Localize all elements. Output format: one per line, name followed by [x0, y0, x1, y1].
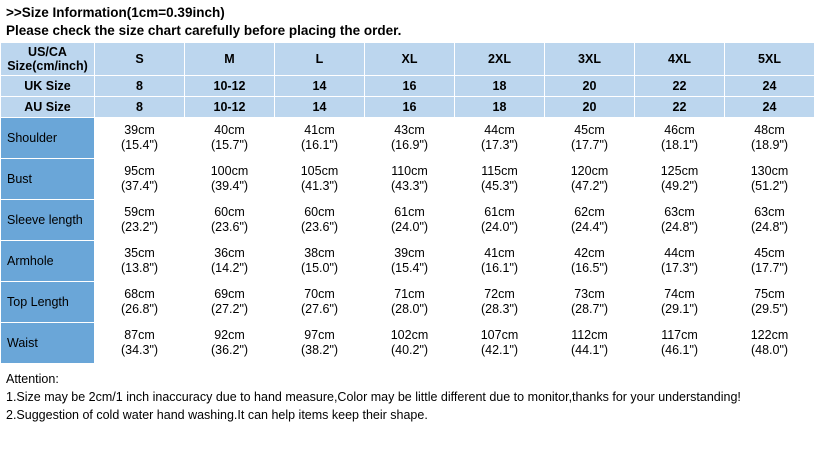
measurement-label: Sleeve length [1, 200, 95, 241]
value-cm: 45cm [754, 246, 785, 260]
measurement-cell [185, 118, 275, 159]
value-cm: 105cm [300, 164, 339, 178]
value-cm: 74cm [664, 287, 695, 301]
value-inch: (51.2") [750, 179, 789, 193]
value-inch: (27.6") [300, 302, 339, 316]
value-inch: (43.3") [390, 179, 429, 193]
value-cm: 120cm [570, 164, 609, 178]
value-inch: (23.6") [300, 220, 339, 234]
value-inch: (42.1") [480, 343, 519, 357]
uk-size-cell: 24 [725, 76, 814, 97]
au-size-cell: 10-12 [185, 97, 275, 118]
measurement-label: Bust [1, 159, 95, 200]
measurement-cell [725, 323, 814, 364]
value-inch: (49.2") [660, 179, 699, 193]
measurement-cell [365, 241, 455, 282]
value-inch: (16.5") [570, 261, 609, 275]
measurement-label: Armhole [1, 241, 95, 282]
header-block [0, 0, 814, 42]
value-inch: (16.1") [480, 261, 519, 275]
value-cm: 63cm [754, 205, 785, 219]
value-cm: 42cm [574, 246, 605, 260]
measurement-cell [275, 241, 365, 282]
value-cm: 48cm [754, 123, 785, 137]
value-cm: 41cm [304, 123, 335, 137]
value-cm: 92cm [214, 328, 245, 342]
size-header-cell: 4XL [635, 43, 725, 76]
value-cm: 44cm [664, 246, 695, 260]
value-cm: 39cm [124, 123, 155, 137]
size-header-cell: XL [365, 43, 455, 76]
attention-note-2: 2.Suggestion of cold water hand washing.It can help items keep their shape. [6, 408, 428, 422]
table-row [1, 118, 814, 159]
measurement-cell [185, 282, 275, 323]
value-cm: 122cm [750, 328, 789, 342]
value-inch: (47.2") [570, 179, 609, 193]
measurement-cell [545, 159, 635, 200]
measurement-cell [725, 282, 814, 323]
value-cm: 60cm [214, 205, 245, 219]
uk-size-cell: 10-12 [185, 76, 275, 97]
header-label-line1: US/CA [28, 45, 67, 59]
value-cm: 107cm [480, 328, 519, 342]
measurement-cell [635, 200, 725, 241]
au-size-label: AU Size [1, 97, 95, 118]
value-inch: (24.0") [480, 220, 519, 234]
value-cm: 35cm [124, 246, 155, 260]
value-inch: (38.2") [300, 343, 339, 357]
size-check-instruction: Please check the size chart carefully before placing the order. [6, 23, 402, 38]
value-inch: (16.1") [300, 138, 339, 152]
measurement-cell [635, 323, 725, 364]
measurement-cell [95, 159, 185, 200]
value-cm: 69cm [214, 287, 245, 301]
measurement-cell [275, 323, 365, 364]
au-size-cell: 20 [545, 97, 635, 118]
value-inch: (15.7") [210, 138, 249, 152]
value-inch: (36.2") [210, 343, 249, 357]
value-inch: (23.6") [210, 220, 249, 234]
measurement-cell [275, 200, 365, 241]
value-inch: (28.0") [390, 302, 429, 316]
measurement-cell [455, 323, 545, 364]
value-cm: 95cm [124, 164, 155, 178]
measurement-cell [95, 323, 185, 364]
value-inch: (18.1") [660, 138, 699, 152]
measurement-cell [455, 159, 545, 200]
value-inch: (16.9") [390, 138, 429, 152]
value-inch: (48.0") [750, 343, 789, 357]
measurement-cell [95, 200, 185, 241]
table-row [1, 241, 814, 282]
value-cm: 130cm [750, 164, 789, 178]
value-inch: (17.3") [660, 261, 699, 275]
au-size-cell: 8 [95, 97, 185, 118]
measurement-cell [725, 159, 814, 200]
size-header-cell: 5XL [725, 43, 814, 76]
au-size-cell: 18 [455, 97, 545, 118]
value-inch: (23.2") [120, 220, 159, 234]
value-cm: 102cm [390, 328, 429, 342]
au-size-cell: 14 [275, 97, 365, 118]
uk-size-cell: 18 [455, 76, 545, 97]
value-cm: 117cm [661, 328, 698, 342]
measurement-label: Shoulder [1, 118, 95, 159]
value-cm: 75cm [754, 287, 785, 301]
value-inch: (40.2") [390, 343, 429, 357]
uk-size-cell: 16 [365, 76, 455, 97]
measurement-cell [725, 118, 814, 159]
measurement-cell [545, 118, 635, 159]
measurement-cell [275, 282, 365, 323]
value-cm: 97cm [304, 328, 335, 342]
value-cm: 60cm [304, 205, 335, 219]
value-inch: (37.4") [120, 179, 159, 193]
uk-size-label: UK Size [1, 76, 95, 97]
measurement-cell [365, 200, 455, 241]
value-cm: 43cm [394, 123, 425, 137]
value-cm: 100cm [210, 164, 249, 178]
au-size-row [1, 97, 814, 118]
measurement-cell [455, 282, 545, 323]
header-label-line2: Size(cm/inch) [7, 59, 88, 73]
value-cm: 112cm [571, 328, 608, 342]
value-inch: (24.8") [750, 220, 789, 234]
value-cm: 36cm [214, 246, 245, 260]
measurement-label: Top Length [1, 282, 95, 323]
value-inch: (18.9") [750, 138, 789, 152]
value-inch: (17.7") [570, 138, 609, 152]
measurement-label: Waist [1, 323, 95, 364]
measurement-cell [95, 241, 185, 282]
au-size-cell: 16 [365, 97, 455, 118]
value-cm: 70cm [304, 287, 335, 301]
value-cm: 72cm [484, 287, 515, 301]
table-header-row [1, 43, 814, 76]
uk-size-cell: 8 [95, 76, 185, 97]
value-inch: (44.1") [570, 343, 609, 357]
value-inch: (24.4") [570, 220, 609, 234]
value-cm: 71cm [394, 287, 425, 301]
size-header-cell: S [95, 43, 185, 76]
measurement-cell [725, 200, 814, 241]
measurement-cell [185, 323, 275, 364]
value-cm: 68cm [124, 287, 155, 301]
value-cm: 38cm [304, 246, 335, 260]
value-cm: 62cm [574, 205, 605, 219]
uk-size-row [1, 76, 814, 97]
table-row [1, 323, 814, 364]
measurement-cell [275, 159, 365, 200]
value-cm: 41cm [484, 246, 515, 260]
value-cm: 39cm [394, 246, 425, 260]
value-inch: (15.4") [120, 138, 159, 152]
measurement-cell [455, 200, 545, 241]
uk-size-cell: 20 [545, 76, 635, 97]
value-cm: 61cm [394, 205, 425, 219]
size-header-cell: L [275, 43, 365, 76]
value-inch: (14.2") [210, 261, 249, 275]
measurement-cell [545, 241, 635, 282]
value-inch: (17.3") [480, 138, 519, 152]
value-cm: 40cm [214, 123, 245, 137]
value-inch: (17.7") [750, 261, 789, 275]
size-header-cell: 2XL [455, 43, 545, 76]
table-row [1, 200, 814, 241]
value-inch: (24.0") [390, 220, 429, 234]
value-inch: (24.8") [660, 220, 699, 234]
value-inch: (15.4") [390, 261, 429, 275]
measurement-cell [365, 282, 455, 323]
measurement-cell [275, 118, 365, 159]
value-inch: (39.4") [210, 179, 249, 193]
value-cm: 45cm [574, 123, 605, 137]
measurement-cell [455, 118, 545, 159]
value-inch: (26.8") [120, 302, 159, 316]
size-information-title: >>Size Information(1cm=0.39inch) [6, 5, 225, 20]
value-cm: 61cm [484, 205, 515, 219]
value-cm: 44cm [484, 123, 515, 137]
value-cm: 110cm [391, 164, 428, 178]
measurement-cell [635, 159, 725, 200]
header-label-us-ca-size [1, 43, 95, 76]
uk-size-cell: 14 [275, 76, 365, 97]
value-inch: (28.7") [570, 302, 609, 316]
au-size-cell: 22 [635, 97, 725, 118]
value-cm: 46cm [664, 123, 695, 137]
size-header-cell: M [185, 43, 275, 76]
value-inch: (13.8") [120, 261, 159, 275]
measurement-cell [95, 118, 185, 159]
measurement-cell [185, 241, 275, 282]
value-cm: 125cm [660, 164, 699, 178]
measurement-cell [455, 241, 545, 282]
value-cm: 59cm [124, 205, 155, 219]
value-inch: (28.3") [480, 302, 519, 316]
measurement-cell [365, 323, 455, 364]
measurement-cell [365, 159, 455, 200]
measurement-cell [725, 241, 814, 282]
measurement-cell [545, 200, 635, 241]
value-cm: 73cm [574, 287, 605, 301]
footer-notes [0, 364, 814, 424]
uk-size-cell: 22 [635, 76, 725, 97]
measurement-cell [365, 118, 455, 159]
value-inch: (46.1") [660, 343, 699, 357]
measurement-cell [185, 159, 275, 200]
table-row [1, 282, 814, 323]
measurement-cell [545, 323, 635, 364]
value-cm: 87cm [124, 328, 155, 342]
measurement-cell [635, 118, 725, 159]
value-inch: (45.3") [480, 179, 519, 193]
size-chart-table [0, 42, 814, 364]
attention-note-1: 1.Size may be 2cm/1 inch inaccuracy due to hand measure,Color may be little different due to monitor,thanks for your understanding! [6, 390, 741, 404]
au-size-cell: 24 [725, 97, 814, 118]
value-cm: 115cm [481, 164, 518, 178]
measurement-cell [185, 200, 275, 241]
value-inch: (27.2") [210, 302, 249, 316]
value-inch: (41.3") [300, 179, 339, 193]
table-row [1, 159, 814, 200]
size-header-cell: 3XL [545, 43, 635, 76]
attention-title: Attention: [6, 372, 59, 386]
measurement-cell [635, 282, 725, 323]
value-inch: (15.0") [300, 261, 339, 275]
value-inch: (34.3") [120, 343, 159, 357]
measurement-cell [545, 282, 635, 323]
measurement-cell [95, 282, 185, 323]
value-inch: (29.1") [660, 302, 699, 316]
value-inch: (29.5") [750, 302, 789, 316]
value-cm: 63cm [664, 205, 695, 219]
measurement-cell [635, 241, 725, 282]
